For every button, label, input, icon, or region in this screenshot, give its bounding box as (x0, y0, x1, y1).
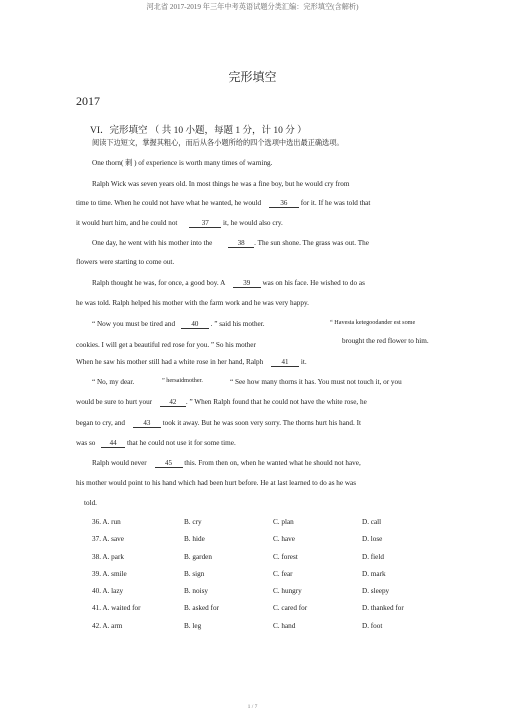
passage-line: “ No, my dear. (92, 378, 135, 386)
blank-41[interactable]: 41 (271, 359, 299, 367)
passage-line (76, 440, 236, 448)
option-choice[interactable]: B. garden (184, 552, 212, 561)
option-choice[interactable]: D. lose (362, 535, 383, 544)
blank-39[interactable]: 39 (233, 280, 261, 288)
passage-text: . ” When Ralph found that he could not have the white rose, he (185, 398, 367, 406)
blank-40[interactable]: 40 (181, 321, 209, 329)
blank-37[interactable]: 37 (189, 220, 221, 228)
option-row (92, 587, 404, 604)
page-title: 完形填空 (228, 70, 277, 84)
passage-line: “ See how many thorns it has. You must not touch it, or you (230, 378, 402, 386)
option-choice[interactable]: D. foot (362, 621, 383, 630)
passage-line (92, 240, 369, 248)
instruction-text: 阅读下边短文，掌握其粗心，而后从各小题所给的四个选项中选出最正确选项。 (92, 139, 344, 147)
option-choice[interactable]: C. fear (273, 569, 293, 578)
passage-text: Ralph thought he was, for once, a good boy. A (92, 279, 225, 287)
option-choice[interactable]: 40. A. lazy (92, 587, 124, 596)
passage-line: cookies. I will get a beautiful red rose for you. ” So his mother (76, 341, 256, 349)
passage-text: “ Now you must be tired and (92, 320, 176, 328)
passage-text: took it away. But he was soon very sorry. The thorns hurt his hand. It (162, 419, 361, 427)
option-choice[interactable]: D. call (362, 518, 382, 526)
blank-44[interactable]: 44 (101, 440, 125, 448)
passage-line (92, 460, 361, 468)
option-row (92, 518, 404, 535)
passage-line: One thorn( 刺 ) of experience is worth many times of warning. (92, 159, 273, 167)
option-choice[interactable]: 39. A. smile (92, 569, 127, 578)
option-choice[interactable]: C. hand (273, 621, 296, 630)
option-choice[interactable]: 38. A. park (92, 552, 124, 561)
passage-line (76, 399, 367, 407)
passage-text: it. (300, 358, 307, 366)
blank-43[interactable]: 43 (133, 420, 161, 428)
option-row (92, 622, 404, 639)
option-choice[interactable]: 41. A. waited for (92, 604, 141, 613)
passage-text: that he could not use it for some time. (126, 439, 236, 447)
blank-38[interactable]: 38 (228, 240, 254, 248)
year-heading: 2017 (76, 94, 100, 108)
page-footer: 1 / 7 (247, 704, 258, 710)
passage-text: time to time. When he could not have what he wanted, he would (76, 199, 262, 207)
option-row (92, 553, 404, 570)
option-choice[interactable]: C. hungry (273, 587, 302, 596)
option-choice[interactable]: B. noisy (184, 587, 208, 596)
passage-line: brought the red flower to him. (342, 337, 429, 345)
option-choice[interactable]: B. hide (184, 535, 205, 544)
passage-text: it would hurt him, and he could not (76, 219, 178, 227)
option-choice[interactable]: D. thanked for (362, 604, 404, 613)
options-table (92, 518, 404, 639)
option-choice[interactable]: D. sleepy (362, 587, 390, 596)
passage-text: was so (76, 439, 96, 447)
passage-line: Ralph Wick was seven years old. In most things he was a fine boy, but he would cry from (92, 180, 350, 188)
option-choice[interactable]: C. have (273, 535, 295, 544)
option-row (92, 535, 404, 552)
passage-line: told. (84, 499, 97, 507)
passage-text: this. From then on, when he wanted what he should not have, (184, 459, 361, 467)
passage-text: When he saw his mother still had a white rose in her hand, Ralph (76, 358, 264, 366)
option-row (92, 604, 404, 621)
passage-line: his mother would point to his hand which had been hurt before. He at last learned to do as he was (76, 479, 357, 487)
passage-text: was on his face. He wished to do as (262, 279, 365, 287)
section-heading: VI．完形填空 （ 共 10 小题，每题 1 分，计 10 分 ） (90, 126, 307, 136)
option-choice[interactable]: B. cry (184, 518, 202, 526)
option-choice[interactable]: 37. A. save (92, 535, 124, 544)
option-choice[interactable]: C. plan (273, 518, 294, 526)
option-choice[interactable]: 36. A. run (92, 518, 121, 526)
option-choice[interactable]: D. field (362, 552, 384, 561)
passage-text: . ” said his mother. (210, 320, 265, 328)
passage-line (76, 220, 283, 228)
page-header: 河北省 2017-2019 年三年中考英语试题分类汇编：完形填空(含解析) (146, 3, 359, 11)
option-choice[interactable]: D. mark (362, 569, 386, 578)
option-choice[interactable]: C. cared for (273, 604, 308, 613)
passage-line (92, 321, 265, 329)
passage-text: One day, he went with his mother into the (92, 239, 213, 247)
option-choice[interactable]: B. leg (184, 621, 202, 630)
passage-line (76, 420, 361, 428)
passage-text: it, he would also cry. (223, 219, 283, 227)
blank-45[interactable]: 45 (155, 460, 183, 468)
blank-36[interactable]: 36 (269, 200, 299, 208)
passage-text: . The sun shone. The grass was out. The (254, 239, 369, 247)
passage-line (76, 200, 370, 208)
option-choice[interactable]: C. forest (273, 552, 298, 561)
passage-line (92, 280, 365, 288)
garbled-text: ” hersaidmother. (162, 377, 203, 384)
passage-text: Ralph would never (92, 459, 147, 467)
option-choice[interactable]: B. sign (184, 569, 205, 578)
garbled-text: “ Havesta ketegoodander est some (330, 319, 416, 326)
passage-line: flowers were starting to come out. (76, 258, 175, 266)
blank-42[interactable]: 42 (160, 399, 186, 407)
option-row (92, 570, 404, 587)
passage-text: for it. If he was told that (300, 199, 371, 207)
passage-line (76, 359, 307, 367)
passage-text: would be sure to hurt your (76, 398, 153, 406)
passage-line: he was told. Ralph helped his mother with the farm work and he was very happy. (76, 299, 309, 307)
option-choice[interactable]: B. asked for (184, 604, 219, 613)
option-choice[interactable]: 42. A. arm (92, 621, 123, 630)
passage-text: began to cry, and (76, 419, 126, 427)
